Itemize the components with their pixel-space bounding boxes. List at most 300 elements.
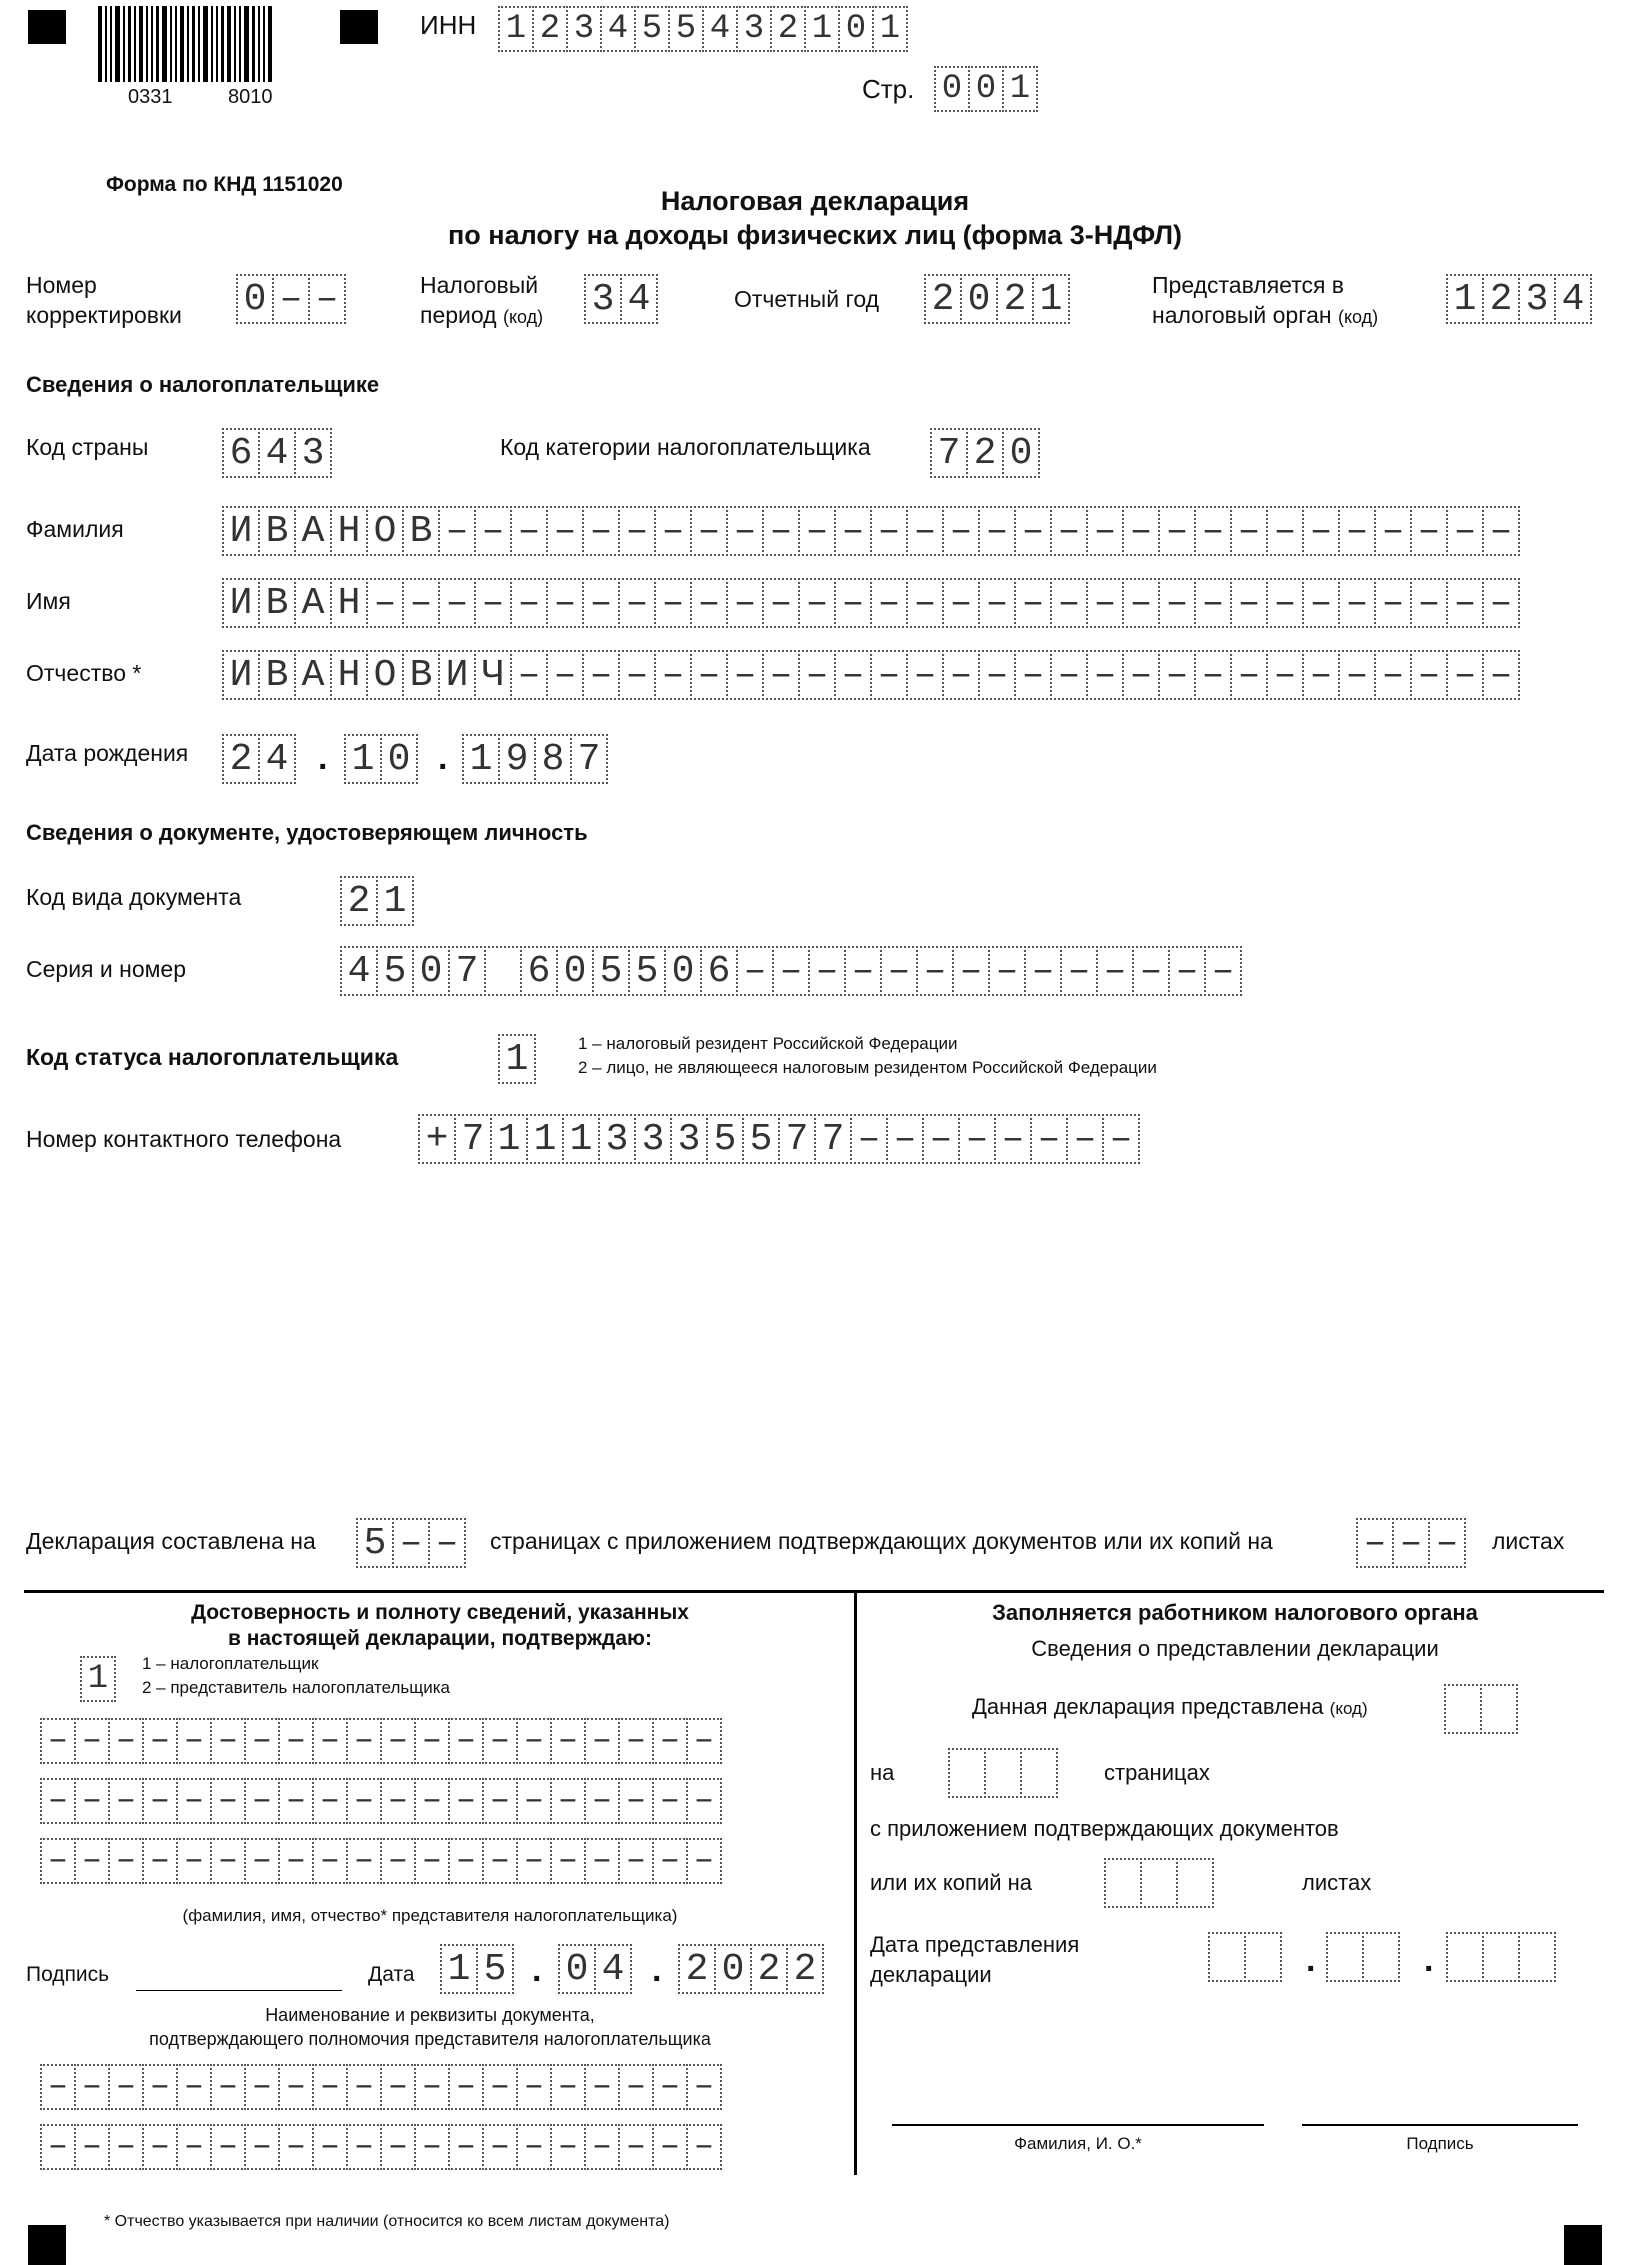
surname-cells[interactable] (222, 506, 1518, 556)
char-cell[interactable]: – (448, 1838, 484, 1884)
char-cell[interactable]: – (482, 1778, 518, 1824)
char-cell[interactable]: И (438, 650, 476, 700)
char-cell[interactable]: – (40, 2064, 76, 2110)
char-cell[interactable]: – (550, 2124, 586, 2170)
document-type-cells[interactable] (340, 876, 412, 926)
char-cell[interactable]: 1 (440, 1944, 478, 1994)
representative-fio-row-1[interactable] (40, 1718, 720, 1764)
representative-fio-row-2[interactable] (40, 1778, 720, 1824)
char-cell[interactable]: 4 (600, 6, 636, 52)
char-cell[interactable]: – (978, 578, 1016, 628)
char-cell[interactable]: – (516, 1718, 552, 1764)
char-cell[interactable]: – (584, 1778, 620, 1824)
char-cell[interactable]: – (1374, 650, 1412, 700)
char-cell[interactable]: – (942, 650, 980, 700)
char-cell[interactable]: – (176, 1718, 212, 1764)
char-cell[interactable]: – (142, 1838, 178, 1884)
char-cell[interactable]: – (40, 1838, 76, 1884)
char-cell[interactable]: – (210, 2124, 246, 2170)
char-cell[interactable]: – (312, 2124, 348, 2170)
authority-cells[interactable] (1446, 274, 1590, 324)
char-cell[interactable]: – (762, 578, 800, 628)
char-cell[interactable]: – (652, 2064, 688, 2110)
char-cell[interactable]: – (1194, 506, 1232, 556)
char-cell[interactable]: – (1014, 578, 1052, 628)
char-cell[interactable]: – (1428, 1518, 1466, 1568)
office-pages-cells[interactable] (948, 1748, 1056, 1798)
char-cell[interactable]: – (516, 2124, 552, 2170)
char-cell[interactable]: – (618, 578, 656, 628)
char-cell[interactable]: – (312, 1778, 348, 1824)
char-cell[interactable]: 9 (498, 734, 536, 784)
char-cell[interactable]: 4 (258, 428, 296, 478)
char-cell[interactable]: – (1096, 946, 1134, 996)
char-cell[interactable]: – (448, 1778, 484, 1824)
char-cell[interactable]: – (1482, 506, 1520, 556)
char-cell[interactable]: 4 (594, 1944, 632, 1994)
char-cell[interactable]: – (618, 2064, 654, 2110)
char-cell[interactable]: – (176, 2124, 212, 2170)
char-cell[interactable]: – (1338, 506, 1376, 556)
char-cell[interactable]: – (74, 2124, 110, 2170)
char-cell[interactable]: – (1392, 1518, 1430, 1568)
char-cell[interactable]: – (546, 506, 584, 556)
char-cell[interactable]: – (1266, 650, 1304, 700)
office-date-day-cells[interactable] (1208, 1932, 1280, 1982)
char-cell[interactable]: 1 (562, 1114, 600, 1164)
char-cell[interactable]: – (618, 506, 656, 556)
char-cell[interactable]: – (1132, 946, 1170, 996)
char-cell[interactable]: – (550, 1838, 586, 1884)
char-cell[interactable]: – (448, 1718, 484, 1764)
char-cell[interactable]: О (366, 506, 404, 556)
char-cell[interactable]: 1 (490, 1114, 528, 1164)
char-cell[interactable]: – (772, 946, 810, 996)
char-cell[interactable]: – (482, 2124, 518, 2170)
char-cell[interactable]: – (448, 2064, 484, 2110)
char-cell[interactable]: – (1024, 946, 1062, 996)
char-cell[interactable] (1446, 1932, 1484, 1982)
char-cell[interactable]: В (402, 506, 440, 556)
char-cell[interactable]: О (366, 650, 404, 700)
char-cell[interactable]: – (618, 2124, 654, 2170)
char-cell[interactable]: – (1410, 506, 1448, 556)
char-cell[interactable]: – (482, 2064, 518, 2110)
char-cell[interactable]: – (1204, 946, 1242, 996)
char-cell[interactable]: В (258, 650, 296, 700)
char-cell[interactable]: – (210, 2064, 246, 2110)
char-cell[interactable] (1326, 1932, 1364, 1982)
birth-year-cells[interactable] (462, 734, 606, 784)
char-cell[interactable]: – (308, 274, 346, 324)
name-cells[interactable] (222, 578, 1518, 628)
char-cell[interactable] (1244, 1932, 1282, 1982)
char-cell[interactable]: – (312, 1718, 348, 1764)
char-cell[interactable]: – (652, 1718, 688, 1764)
char-cell[interactable]: А (294, 506, 332, 556)
char-cell[interactable]: – (244, 1838, 280, 1884)
birth-day-cells[interactable] (222, 734, 294, 784)
char-cell[interactable] (1362, 1932, 1400, 1982)
char-cell[interactable]: – (346, 1838, 382, 1884)
char-cell[interactable] (1104, 1858, 1142, 1908)
char-cell[interactable]: 3 (634, 1114, 672, 1164)
year-cells[interactable] (924, 274, 1068, 324)
char-cell[interactable]: – (870, 578, 908, 628)
char-cell[interactable]: 1 (498, 6, 534, 52)
char-cell[interactable]: – (40, 1718, 76, 1764)
char-cell[interactable] (1444, 1684, 1482, 1734)
char-cell[interactable]: – (176, 1838, 212, 1884)
char-cell[interactable]: – (1266, 578, 1304, 628)
char-cell[interactable]: 1 (526, 1114, 564, 1164)
char-cell[interactable]: 6 (700, 946, 738, 996)
char-cell[interactable]: А (294, 578, 332, 628)
char-cell[interactable]: 0 (558, 1944, 596, 1994)
char-cell[interactable]: – (1482, 650, 1520, 700)
char-cell[interactable]: В (258, 578, 296, 628)
char-cell[interactable]: – (726, 506, 764, 556)
char-cell[interactable]: – (1230, 506, 1268, 556)
char-cell[interactable]: – (1050, 578, 1088, 628)
char-cell[interactable] (1480, 1684, 1518, 1734)
char-cell[interactable]: 7 (814, 1114, 852, 1164)
char-cell[interactable]: – (414, 2064, 450, 2110)
char-cell[interactable]: – (736, 946, 774, 996)
char-cell[interactable]: – (1158, 506, 1196, 556)
char-cell[interactable]: – (1230, 650, 1268, 700)
char-cell[interactable]: – (40, 1778, 76, 1824)
char-cell[interactable]: – (1050, 650, 1088, 700)
char-cell[interactable]: – (798, 650, 836, 700)
page-cells[interactable] (934, 66, 1036, 112)
char-cell[interactable]: 0 (1002, 428, 1040, 478)
char-cell[interactable]: 1 (498, 1034, 536, 1084)
char-cell[interactable] (948, 1748, 986, 1798)
char-cell[interactable]: – (516, 1778, 552, 1824)
char-cell[interactable]: 0 (838, 6, 874, 52)
char-cell[interactable]: – (1060, 946, 1098, 996)
patronymic-cells[interactable] (222, 650, 1518, 700)
char-cell[interactable]: – (1030, 1114, 1068, 1164)
char-cell[interactable]: – (414, 2124, 450, 2170)
char-cell[interactable]: – (448, 2124, 484, 2170)
char-cell[interactable]: – (906, 578, 944, 628)
char-cell[interactable]: 4 (702, 6, 738, 52)
char-cell[interactable]: – (142, 1778, 178, 1824)
char-cell[interactable]: 2 (1482, 274, 1520, 324)
char-cell[interactable]: – (886, 1114, 924, 1164)
date-year-cells[interactable] (678, 1944, 822, 1994)
char-cell[interactable]: 0 (968, 66, 1004, 112)
char-cell[interactable]: – (942, 578, 980, 628)
char-cell[interactable]: А (294, 650, 332, 700)
char-cell[interactable]: – (1194, 578, 1232, 628)
char-cell[interactable]: – (916, 946, 954, 996)
char-cell[interactable]: 2 (966, 428, 1004, 478)
office-sheets-cells[interactable] (1104, 1858, 1212, 1908)
char-cell[interactable]: – (1356, 1518, 1394, 1568)
char-cell[interactable]: – (346, 2124, 382, 2170)
char-cell[interactable]: – (482, 1718, 518, 1764)
char-cell[interactable]: – (762, 650, 800, 700)
char-cell[interactable]: 2 (222, 734, 260, 784)
char-cell[interactable]: 2 (786, 1944, 824, 1994)
char-cell[interactable]: – (278, 1778, 314, 1824)
correction-cells[interactable] (236, 274, 344, 324)
char-cell[interactable]: 2 (996, 274, 1034, 324)
char-cell[interactable]: – (210, 1838, 246, 1884)
char-cell[interactable]: – (74, 1718, 110, 1764)
char-cell[interactable]: – (584, 2064, 620, 2110)
char-cell[interactable]: – (546, 650, 584, 700)
office-date-month-cells[interactable] (1326, 1932, 1398, 1982)
char-cell[interactable]: – (278, 1838, 314, 1884)
char-cell[interactable]: – (1410, 578, 1448, 628)
confirm-cells[interactable] (80, 1656, 114, 1702)
char-cell[interactable]: Н (330, 578, 368, 628)
char-cell[interactable]: – (278, 1718, 314, 1764)
char-cell[interactable]: – (686, 1778, 722, 1824)
char-cell[interactable]: В (402, 650, 440, 700)
char-cell[interactable]: – (366, 578, 404, 628)
char-cell[interactable]: – (1050, 506, 1088, 556)
char-cell[interactable]: – (978, 650, 1016, 700)
date-day-cells[interactable] (440, 1944, 512, 1994)
char-cell[interactable]: 3 (294, 428, 332, 478)
char-cell[interactable]: – (584, 1718, 620, 1764)
char-cell[interactable]: 4 (340, 946, 378, 996)
char-cell[interactable]: – (142, 2064, 178, 2110)
pages-count-cells[interactable] (356, 1518, 464, 1568)
representative-fio-row-3[interactable] (40, 1838, 720, 1884)
char-cell[interactable]: 3 (670, 1114, 708, 1164)
char-cell[interactable]: – (380, 1778, 416, 1824)
char-cell[interactable]: – (1266, 506, 1304, 556)
char-cell[interactable]: 1 (344, 734, 382, 784)
char-cell[interactable]: – (690, 650, 728, 700)
char-cell[interactable] (1020, 1748, 1058, 1798)
office-sign-line[interactable] (1302, 2124, 1578, 2126)
char-cell[interactable]: – (516, 1838, 552, 1884)
char-cell[interactable]: – (582, 506, 620, 556)
char-cell[interactable]: – (906, 506, 944, 556)
country-cells[interactable] (222, 428, 330, 478)
char-cell[interactable]: – (584, 1838, 620, 1884)
char-cell[interactable]: – (850, 1114, 888, 1164)
char-cell[interactable]: – (582, 650, 620, 700)
char-cell[interactable]: – (312, 1838, 348, 1884)
char-cell[interactable]: – (1410, 650, 1448, 700)
char-cell[interactable]: – (690, 506, 728, 556)
char-cell[interactable]: 3 (736, 6, 772, 52)
char-cell[interactable]: – (1230, 578, 1268, 628)
pages-sheets-cells[interactable] (1356, 1518, 1464, 1568)
char-cell[interactable]: 0 (934, 66, 970, 112)
char-cell[interactable]: – (1482, 578, 1520, 628)
char-cell[interactable]: – (474, 578, 512, 628)
char-cell[interactable]: – (278, 2124, 314, 2170)
char-cell[interactable]: 3 (584, 274, 622, 324)
char-cell[interactable]: 0 (412, 946, 450, 996)
char-cell[interactable]: И (222, 578, 260, 628)
phone-cells[interactable] (418, 1114, 1138, 1164)
char-cell[interactable]: – (142, 1718, 178, 1764)
char-cell[interactable]: – (1122, 650, 1160, 700)
char-cell[interactable] (1518, 1932, 1556, 1982)
char-cell[interactable]: – (906, 650, 944, 700)
char-cell[interactable]: 1 (1002, 66, 1038, 112)
char-cell[interactable]: – (726, 578, 764, 628)
char-cell[interactable] (1140, 1858, 1178, 1908)
char-cell[interactable]: – (618, 1838, 654, 1884)
authority-doc-row-1[interactable] (40, 2064, 720, 2110)
char-cell[interactable]: – (988, 946, 1026, 996)
char-cell[interactable]: – (834, 506, 872, 556)
char-cell[interactable]: – (346, 1778, 382, 1824)
signature-line[interactable] (136, 1990, 342, 1991)
char-cell[interactable]: – (380, 1838, 416, 1884)
char-cell[interactable]: Н (330, 650, 368, 700)
char-cell[interactable]: – (1302, 506, 1340, 556)
char-cell[interactable]: 5 (476, 1944, 514, 1994)
char-cell[interactable]: 5 (634, 6, 670, 52)
char-cell[interactable]: – (582, 578, 620, 628)
char-cell[interactable]: – (686, 2124, 722, 2170)
char-cell[interactable]: 0 (664, 946, 702, 996)
char-cell[interactable]: 1 (1446, 274, 1484, 324)
char-cell[interactable]: – (272, 274, 310, 324)
char-cell[interactable]: – (74, 1778, 110, 1824)
char-cell[interactable]: + (418, 1114, 456, 1164)
char-cell[interactable]: – (550, 1718, 586, 1764)
char-cell[interactable] (1482, 1932, 1520, 1982)
char-cell[interactable]: – (1302, 578, 1340, 628)
char-cell[interactable]: – (210, 1778, 246, 1824)
char-cell[interactable]: – (482, 1838, 518, 1884)
char-cell[interactable]: – (584, 2124, 620, 2170)
char-cell[interactable]: – (942, 506, 980, 556)
char-cell[interactable]: – (654, 578, 692, 628)
char-cell[interactable]: 2 (770, 6, 806, 52)
char-cell[interactable]: – (618, 1778, 654, 1824)
char-cell[interactable]: 5 (628, 946, 666, 996)
char-cell[interactable]: – (1086, 650, 1124, 700)
char-cell[interactable]: – (142, 2124, 178, 2170)
char-cell[interactable]: – (654, 650, 692, 700)
char-cell[interactable]: – (834, 578, 872, 628)
char-cell[interactable]: И (222, 650, 260, 700)
char-cell[interactable]: – (1158, 578, 1196, 628)
char-cell[interactable]: 7 (778, 1114, 816, 1164)
char-cell[interactable]: 2 (340, 876, 378, 926)
char-cell[interactable]: Н (330, 506, 368, 556)
char-cell[interactable]: – (844, 946, 882, 996)
char-cell[interactable]: – (798, 506, 836, 556)
char-cell[interactable] (1176, 1858, 1214, 1908)
char-cell[interactable]: 3 (566, 6, 602, 52)
char-cell[interactable]: – (74, 2064, 110, 2110)
char-cell[interactable]: – (952, 946, 990, 996)
category-cells[interactable] (930, 428, 1038, 478)
char-cell[interactable]: 7 (930, 428, 968, 478)
char-cell[interactable]: – (690, 578, 728, 628)
char-cell[interactable]: – (686, 1838, 722, 1884)
char-cell[interactable]: – (108, 1838, 144, 1884)
char-cell[interactable]: – (994, 1114, 1032, 1164)
char-cell[interactable]: – (414, 1718, 450, 1764)
char-cell[interactable]: – (414, 1838, 450, 1884)
char-cell[interactable]: – (958, 1114, 996, 1164)
char-cell[interactable]: – (108, 1778, 144, 1824)
char-cell[interactable]: – (1446, 578, 1484, 628)
char-cell[interactable]: – (922, 1114, 960, 1164)
birth-month-cells[interactable] (344, 734, 416, 784)
authority-doc-row-2[interactable] (40, 2124, 720, 2170)
char-cell[interactable]: – (414, 1778, 450, 1824)
char-cell[interactable]: 3 (1518, 274, 1556, 324)
char-cell[interactable]: – (654, 506, 692, 556)
char-cell[interactable] (484, 946, 522, 996)
char-cell[interactable]: – (244, 1718, 280, 1764)
office-fio-line[interactable] (892, 2124, 1264, 2126)
char-cell[interactable]: 3 (598, 1114, 636, 1164)
char-cell[interactable]: – (1122, 506, 1160, 556)
char-cell[interactable]: – (1374, 578, 1412, 628)
char-cell[interactable]: – (1374, 506, 1412, 556)
char-cell[interactable]: 5 (706, 1114, 744, 1164)
char-cell[interactable]: 5 (376, 946, 414, 996)
char-cell[interactable]: – (312, 2064, 348, 2110)
char-cell[interactable]: 5 (356, 1518, 394, 1568)
char-cell[interactable] (1208, 1932, 1246, 1982)
char-cell[interactable]: – (618, 650, 656, 700)
status-cells[interactable] (498, 1034, 534, 1084)
char-cell[interactable]: – (834, 650, 872, 700)
char-cell[interactable]: – (1086, 506, 1124, 556)
char-cell[interactable]: – (652, 2124, 688, 2170)
char-cell[interactable]: – (1014, 650, 1052, 700)
char-cell[interactable]: – (1086, 578, 1124, 628)
char-cell[interactable]: – (438, 506, 476, 556)
char-cell[interactable]: 2 (750, 1944, 788, 1994)
char-cell[interactable]: 6 (222, 428, 260, 478)
char-cell[interactable]: – (546, 578, 584, 628)
char-cell[interactable]: 2 (532, 6, 568, 52)
char-cell[interactable]: – (1158, 650, 1196, 700)
char-cell[interactable] (984, 1748, 1022, 1798)
char-cell[interactable]: И (222, 506, 260, 556)
char-cell[interactable]: – (428, 1518, 466, 1568)
char-cell[interactable]: – (1102, 1114, 1140, 1164)
char-cell[interactable]: – (726, 650, 764, 700)
char-cell[interactable]: – (346, 2064, 382, 2110)
char-cell[interactable]: – (880, 946, 918, 996)
char-cell[interactable]: – (510, 578, 548, 628)
inn-cells[interactable] (498, 6, 906, 52)
char-cell[interactable]: – (870, 506, 908, 556)
char-cell[interactable]: 4 (1554, 274, 1592, 324)
char-cell[interactable]: 4 (620, 274, 658, 324)
char-cell[interactable]: – (380, 2124, 416, 2170)
char-cell[interactable]: Ч (474, 650, 512, 700)
char-cell[interactable]: – (176, 1778, 212, 1824)
char-cell[interactable]: 1 (80, 1656, 116, 1702)
char-cell[interactable]: В (258, 506, 296, 556)
char-cell[interactable]: – (510, 506, 548, 556)
char-cell[interactable]: – (1066, 1114, 1104, 1164)
char-cell[interactable]: 1 (462, 734, 500, 784)
